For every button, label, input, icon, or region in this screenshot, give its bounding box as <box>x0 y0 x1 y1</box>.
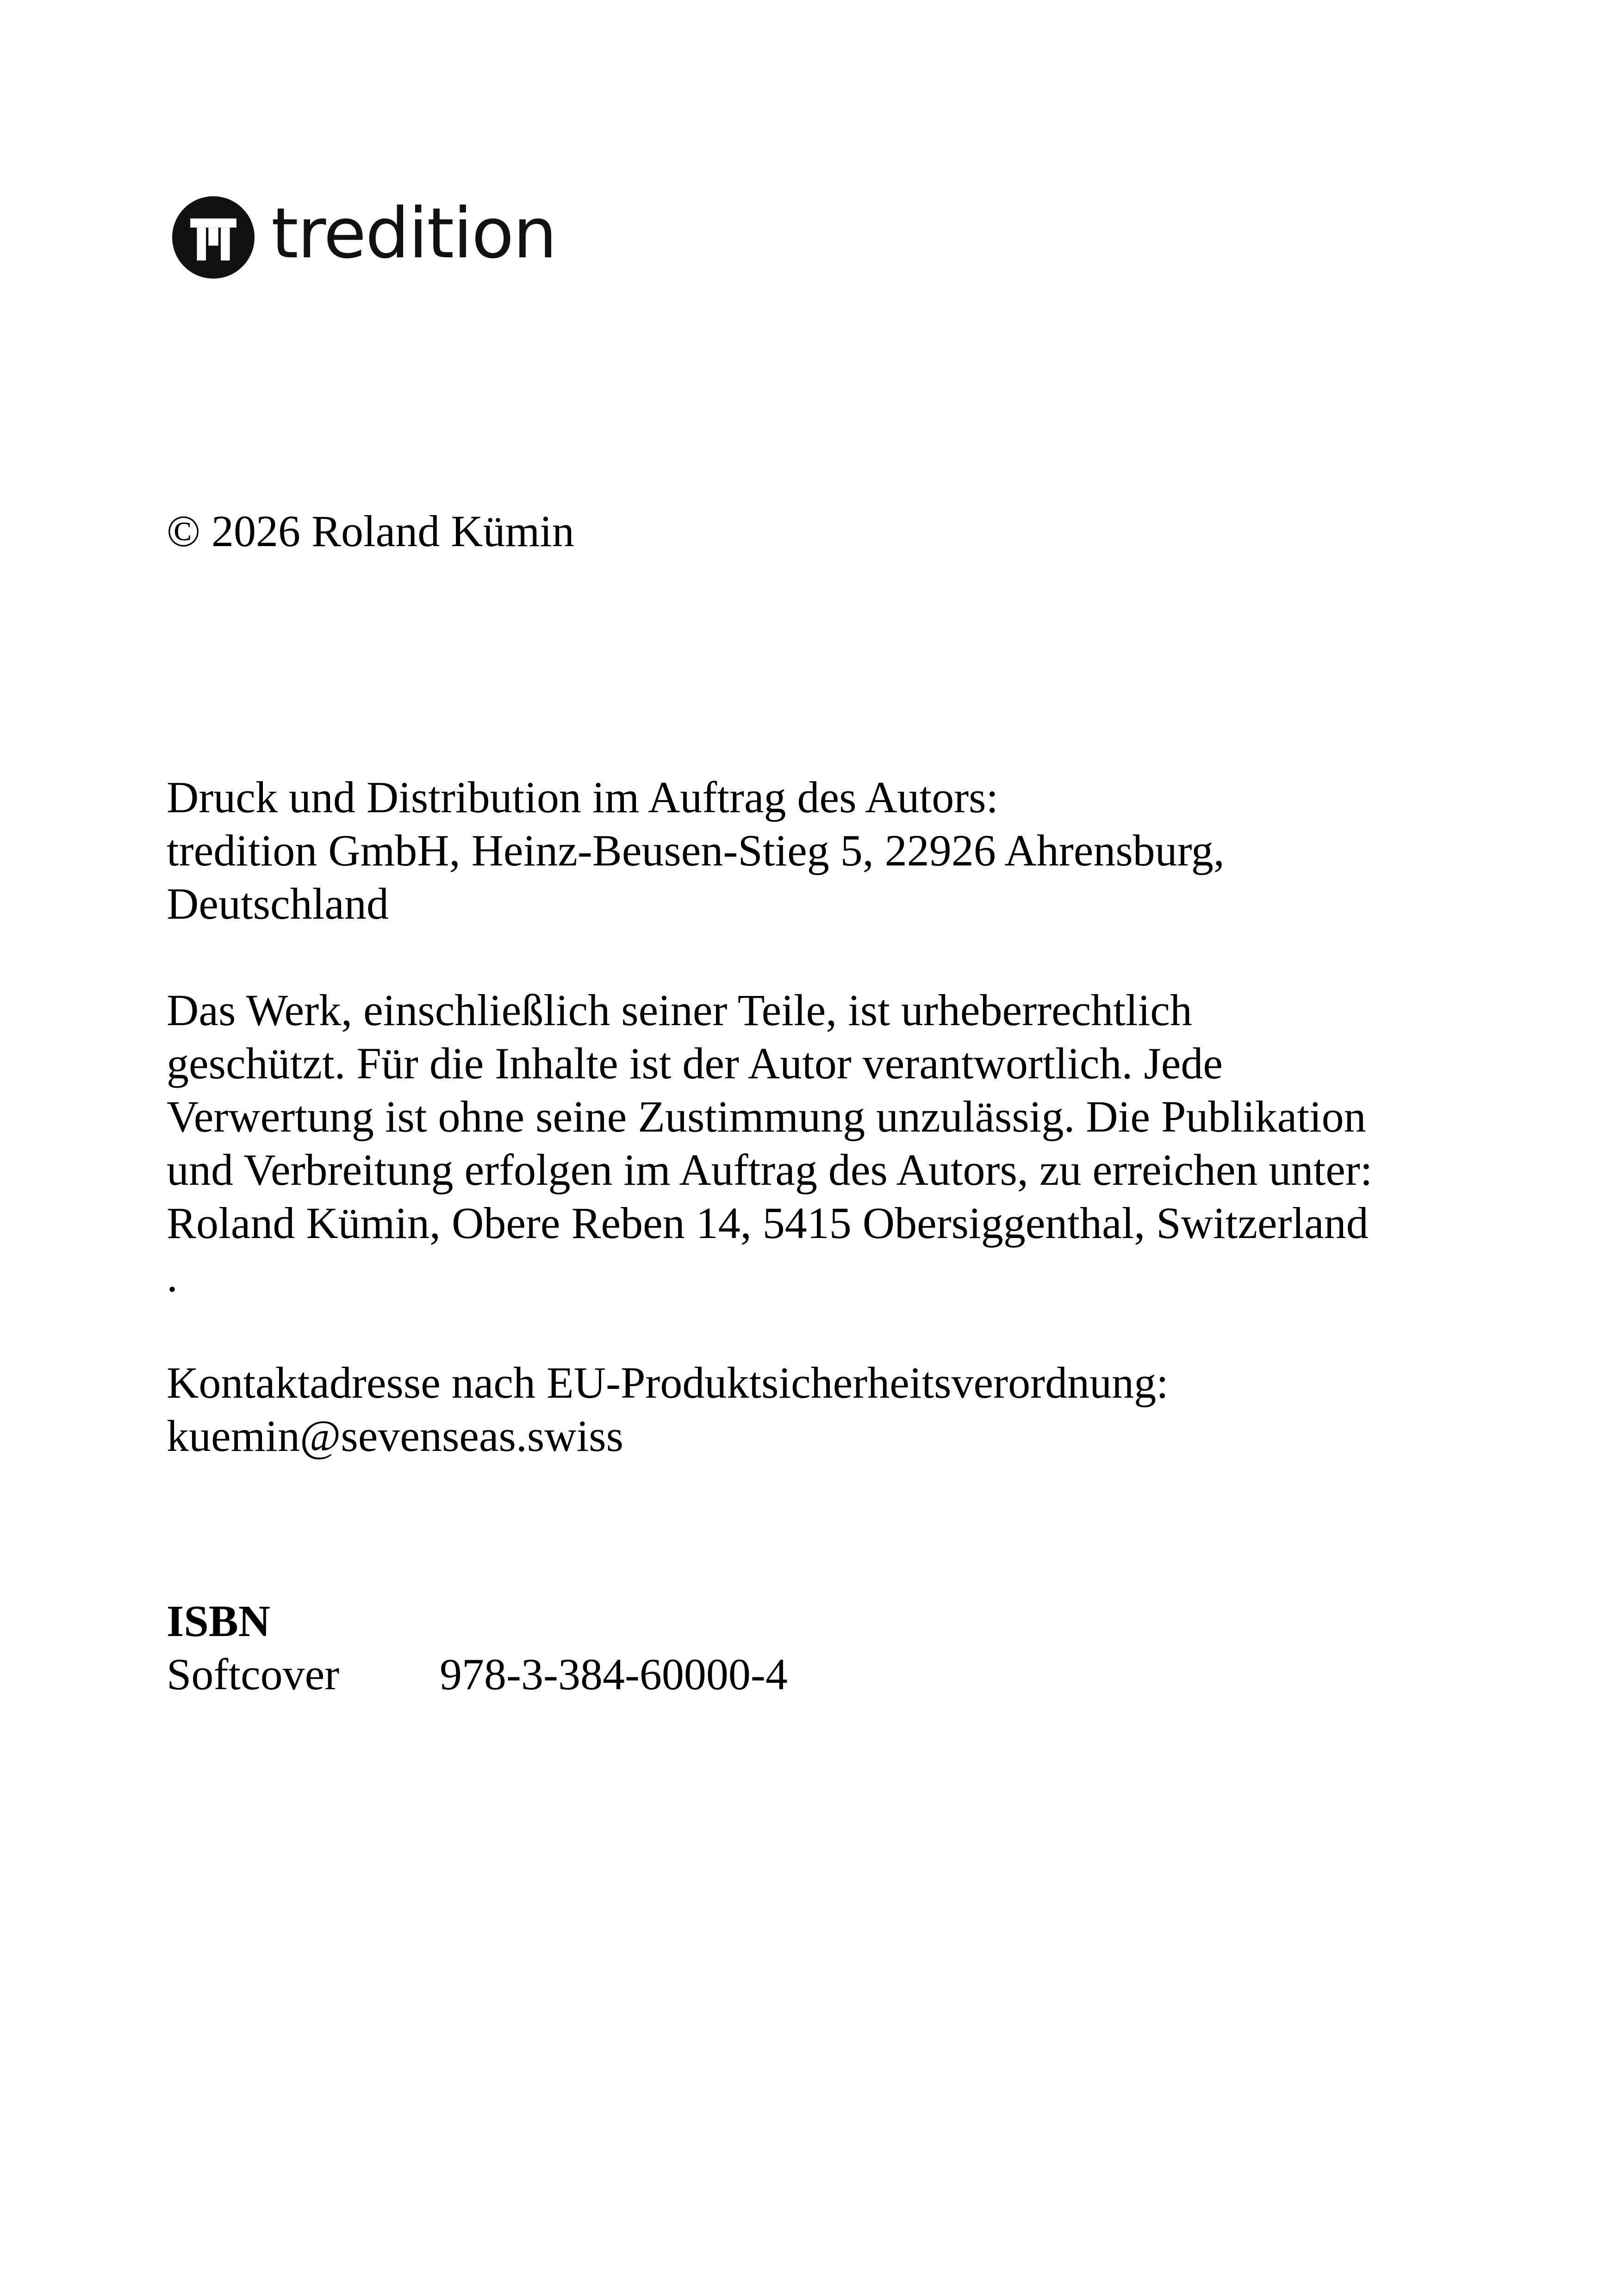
printing-line: tredition GmbH, Heinz-Beusen-Stieg 5, 22926 Ahrensburg, <box>167 826 1225 875</box>
isbn-number: 978-3-384-60000-4 <box>440 1649 788 1699</box>
tredition-logo-icon <box>172 196 255 279</box>
rights-line: und Verbreitung erfolgen im Auftrag des Autors, zu erreichen unter: <box>167 1145 1373 1195</box>
printing-line: Deutschland <box>167 879 389 928</box>
isbn-section <box>167 1594 1555 1701</box>
isbn-heading: ISBN <box>167 1596 271 1646</box>
rights-line: geschützt. Für die Inhalte ist der Autor verantwortlich. Jede <box>167 1039 1223 1088</box>
contact-notice <box>167 1356 1555 1462</box>
rights-line: Verwertung ist ohne seine Zustimmung unzulässig. Die Publikation <box>167 1092 1366 1141</box>
rights-line: . <box>167 1251 178 1301</box>
copyright-notice <box>167 504 1555 558</box>
rights-line: Das Werk, einschließlich seiner Teile, ist urheberrechtlich <box>167 985 1192 1035</box>
copyright-text: © 2026 Roland Kümin <box>167 506 574 556</box>
isbn-format-label: Softcover <box>167 1649 340 1699</box>
contact-label: Kontaktadresse nach EU-Produktsicherheitsverordnung: <box>167 1358 1169 1407</box>
rights-notice <box>167 983 1555 1303</box>
publisher-logo <box>172 193 556 279</box>
contact-email: kuemin@sevenseas.swiss <box>167 1411 623 1461</box>
printing-line: Druck und Distribution im Auftrag des Autors: <box>167 772 999 822</box>
isbn-row <box>167 1648 1555 1701</box>
rights-line: Roland Kümin, Obere Reben 14, 5415 Obersiggenthal, Switzerland <box>167 1198 1369 1248</box>
printing-distribution-notice <box>167 771 1555 930</box>
logo-wordmark: tredition <box>271 193 556 274</box>
